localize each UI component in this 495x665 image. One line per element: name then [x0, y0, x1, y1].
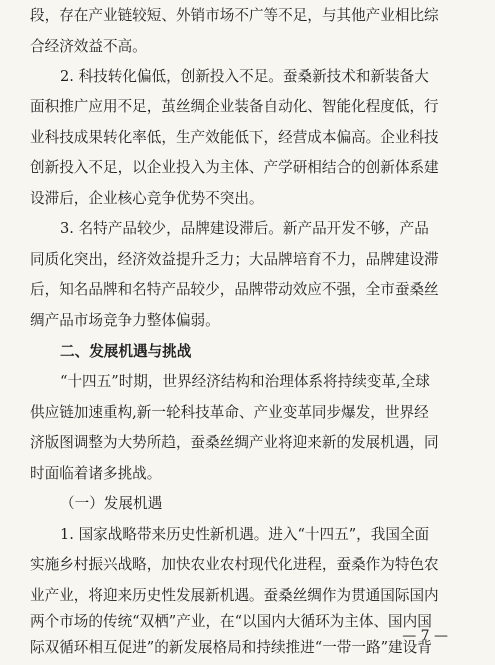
- page-number: — 7 —: [402, 628, 448, 644]
- text-line: 实施乡村振兴战略，加快农业农村现代化进程，蚕桑作为特色农: [30, 556, 439, 573]
- section-heading: 二、发展机遇与挑战: [60, 343, 192, 360]
- text-line: 时面临着诸多挑战。: [30, 465, 162, 482]
- text-line: 供应链加速重构,新一轮科技革命、产业变革同步爆发，世界经: [30, 404, 429, 421]
- text-line: 段，存在产业链较短、外销市场不广等不足，与其他产业相比综: [30, 7, 439, 24]
- text-line: 2. 科技转化偏低，创新投入不足。蚕桑新技术和新装备大: [60, 68, 429, 85]
- text-line: 两个市场的传统“双栖”产业，在“以国内大循环为主体、国内国: [30, 613, 432, 630]
- text-line: 业科技成果转化率低，生产效能低下，经营成本偏高。企业科技: [30, 129, 439, 146]
- text-line: 业产业，将迎来历史性发展新机遇。蚕桑丝绸作为贯通国际国内: [30, 587, 439, 604]
- text-line: 3. 名特产品较少，品牌建设滞后。新产品开发不够，产品: [60, 220, 429, 237]
- text-line: 绸产品市场竞争力整体偏弱。: [30, 312, 220, 329]
- text-line: 面积推广应用不足，茧丝绸企业装备自动化、智能化程度低，行: [30, 98, 439, 115]
- text-line: 际双循环相互促进”的新发展格局和持续推进“一带一路”建设背: [30, 639, 432, 656]
- text-line: 创新投入不足，以企业投入为主体、产学研相结合的创新体系建: [30, 159, 439, 176]
- text-line: 1. 国家战略带来历史性新机遇。进入“十四五”，我国全面: [60, 526, 430, 543]
- text-line: 同质化突出，经济效益提升乏力；大品牌培育不力，品牌建设滞: [30, 251, 439, 268]
- text-line: 设滞后，企业核心竞争优势不突出。: [30, 190, 264, 207]
- subsection-heading: （一）发展机遇: [60, 495, 163, 512]
- text-line: 后，知名品牌和名特产品较少，品牌带动效应不强，全市蚕桑丝: [30, 281, 439, 298]
- text-line: 合经济效益不高。: [30, 38, 147, 55]
- text-line: 济版图调整为大势所趋，蚕桑丝绸产业将迎来新的发展机遇，同: [30, 434, 439, 451]
- text-line: “十四五”时期，世界经济结构和治理体系将持续变革,全球: [60, 373, 430, 390]
